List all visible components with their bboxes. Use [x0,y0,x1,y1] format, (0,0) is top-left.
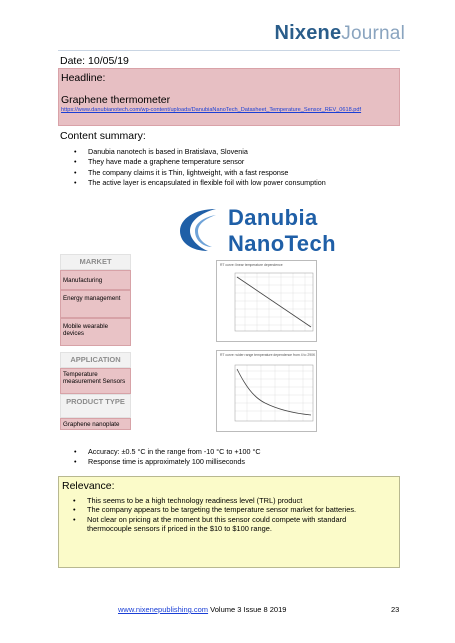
spec-list [88,447,261,468]
source-link[interactable]: https://www.danubianotech.com/wp-content/uploads/DanubiaNanoTech_Datasheet_Temperature_Sensor_REV_0618.pdf [61,107,362,113]
chart-caption: RT curve: linear temperature dependence [220,263,283,267]
product-type-item: Graphene nanoplate [60,418,131,430]
market-item: Manufacturing [60,270,131,290]
page-number: 23 [391,605,400,614]
application-header: APPLICATION [60,352,131,368]
masthead-rule [58,50,400,51]
rt-linear-chart [216,260,317,342]
rt-wide-range-chart [216,350,317,432]
relevance-label: Relevance: [62,480,115,492]
brand-name-part2: Journal [341,23,405,44]
list-item: • Response time is approximately 100 milliseconds [88,457,261,467]
headline-label: Headline: [61,72,106,84]
list-item: • Accuracy: ±0.5 °C in the range from -10 °C to +100 °C [88,447,261,457]
chart-plot [217,261,318,343]
headline-box [58,68,400,126]
logo-text-line1: Danubia [228,205,318,230]
relevance-list [87,496,387,534]
series-line [237,369,311,415]
series-line [237,277,311,327]
list-item: • They have made a graphene temperature sensor [88,157,326,167]
chart-plot [217,351,318,433]
article-date: Date: 10/05/19 [60,55,129,67]
publisher-link[interactable]: www.nixenepublishing.com [118,605,209,614]
brand-name-part1: Nixene [274,22,342,44]
list-item: • This seems to be a high technology readiness level (TRL) product [87,496,387,505]
company-logo [176,205,376,263]
content-summary-label: Content summary: [60,130,146,142]
list-item: • Danubia nanotech is based in Bratislava, Slovenia [88,147,326,157]
logo-mark-icon [176,205,221,255]
headline-title: Graphene thermometer [61,94,171,106]
issue-info: Volume 3 Issue 8 2019 [208,605,287,614]
content-summary-list [88,147,326,188]
masthead [274,22,405,45]
list-item: • Not clear on pricing at the moment but this sensor could compete with standard thermocouple sensors if priced in the $10 to $100 range. [87,515,387,534]
list-item: • The company appears to be targeting the temperature sensor market for batteries. [87,505,387,514]
market-item: Mobile wearable devices [60,318,131,346]
relevance-box [58,476,400,568]
application-item: Temperature measurement Sensors [60,368,131,394]
market-item: Energy management [60,290,131,318]
list-item: • The active layer is encapsulated in flexible foil with low power consumption [88,178,326,188]
list-item: • The company claims it is Thin, lightweight, with a fast response [88,168,326,178]
logo-text-line2: NanoTech [228,231,336,256]
chart-caption: RT curve: wider range temperature dependence from 4 to 290K [220,353,316,357]
page-footer [118,605,286,614]
market-header: MARKET [60,254,131,270]
product-type-header: PRODUCT TYPE [60,394,131,418]
